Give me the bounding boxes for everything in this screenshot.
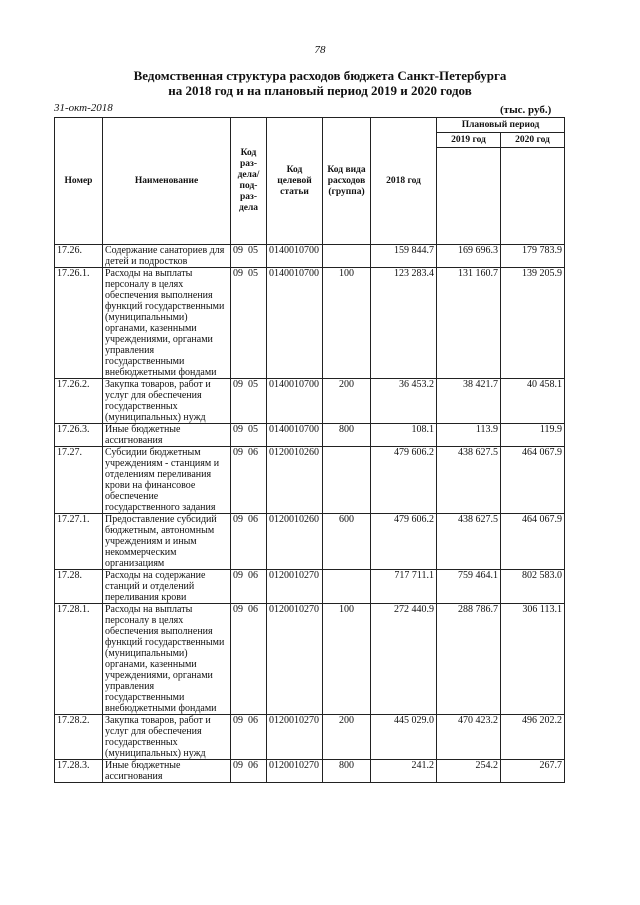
row-2019: 254.2 [437,760,501,783]
table-row [55,447,565,514]
row-2020: 40 458.1 [501,379,565,424]
section: 09 [233,447,243,458]
row-section-code [231,424,267,447]
units-label: (тыс. руб.) [500,104,552,116]
subsection: 06 [248,570,258,581]
header-expense-type-code: Код вида расходов (группа) [323,118,371,245]
row-number: 17.27.1. [55,514,103,570]
row-2020: 119.9 [501,424,565,447]
row-number: 17.28. [55,570,103,604]
header-2019-spacer [437,148,501,245]
subsection: 05 [248,268,258,279]
subsection: 05 [248,424,258,435]
section: 09 [233,424,243,435]
document-title [0,68,640,98]
subsection: 05 [248,379,258,390]
row-2019: 438 627.5 [437,514,501,570]
section: 09 [233,379,243,390]
row-target-code: 0120010270 [267,570,323,604]
table-row [55,424,565,447]
row-expense-type: 600 [323,514,371,570]
row-2020: 267.7 [501,760,565,783]
title-line-2: на 2018 год и на плановый период 2019 и 2020 годов [168,83,472,98]
row-2018: 717 711.1 [371,570,437,604]
row-number: 17.27. [55,447,103,514]
subsection: 05 [248,245,258,256]
subsection: 06 [248,604,258,615]
section: 09 [233,514,243,525]
row-2018: 159 844.7 [371,245,437,268]
row-target-code: 0140010700 [267,268,323,379]
budget-table [54,117,565,783]
header-section-code: Код раз-дела/ под-раз-дела [231,118,267,245]
row-target-code: 0140010700 [267,379,323,424]
row-expense-type [323,245,371,268]
row-2018: 123 283.4 [371,268,437,379]
row-2019: 470 423.2 [437,715,501,760]
row-section-code [231,245,267,268]
row-name: Содержание санаториев для детей и подростков [103,245,231,268]
row-target-code: 0140010700 [267,424,323,447]
row-2018: 36 453.2 [371,379,437,424]
table-row [55,760,565,783]
row-2020: 139 205.9 [501,268,565,379]
row-name: Иные бюджетные ассигнования [103,424,231,447]
row-name: Иные бюджетные ассигнования [103,760,231,783]
row-2020: 464 067.9 [501,447,565,514]
row-expense-type [323,570,371,604]
row-target-code: 0120010270 [267,604,323,715]
header-2020: 2020 год [501,133,565,148]
row-expense-type: 100 [323,604,371,715]
section: 09 [233,268,243,279]
subsection: 06 [248,514,258,525]
row-target-code: 0120010260 [267,514,323,570]
row-2019: 38 421.7 [437,379,501,424]
header-target-code: Код целевой статьи [267,118,323,245]
row-expense-type: 200 [323,379,371,424]
row-target-code: 0120010260 [267,447,323,514]
row-section-code [231,604,267,715]
header-2019: 2019 год [437,133,501,148]
row-2020: 496 202.2 [501,715,565,760]
row-name: Расходы на содержание станций и отделений переливания крови [103,570,231,604]
row-name: Закупка товаров, работ и услуг для обеспечения государственных (муниципальных) нужд [103,379,231,424]
row-number: 17.28.3. [55,760,103,783]
row-target-code: 0120010270 [267,760,323,783]
header-2020-spacer [501,148,565,245]
row-number: 17.26.1. [55,268,103,379]
table-row [55,570,565,604]
row-number: 17.28.2. [55,715,103,760]
row-section-code [231,760,267,783]
row-section-code [231,570,267,604]
row-2020: 464 067.9 [501,514,565,570]
row-2019: 438 627.5 [437,447,501,514]
row-target-code: 0140010700 [267,245,323,268]
row-expense-type: 200 [323,715,371,760]
row-name: Предоставление субсидий бюджетным, автономным учреждениям и иным некоммерческим организациям [103,514,231,570]
row-name: Расходы на выплаты персоналу в целях обеспечения выполнения функций государственными (муниципальными) органами, казенными учреждениями, органами управления государственными внебюджетными фондами [103,268,231,379]
row-2019: 113.9 [437,424,501,447]
row-2018: 445 029.0 [371,715,437,760]
subsection: 06 [248,715,258,726]
row-2018: 108.1 [371,424,437,447]
row-2018: 479 606.2 [371,447,437,514]
table-row [55,715,565,760]
header-name: Наименование [103,118,231,245]
table-row [55,379,565,424]
row-number: 17.28.1. [55,604,103,715]
row-section-code [231,514,267,570]
row-2020: 306 113.1 [501,604,565,715]
section: 09 [233,604,243,615]
row-name: Закупка товаров, работ и услуг для обеспечения государственных (муниципальных) нужд [103,715,231,760]
page-number: 78 [314,44,326,56]
row-2019: 131 160.7 [437,268,501,379]
row-name: Субсидии бюджетным учреждениям - станциям и отделениям переливания крови на финансовое обеспечение государственного задания [103,447,231,514]
row-name: Расходы на выплаты персоналу в целях обеспечения выполнения функций государственными (муниципальными) органами, казенными учреждениями, органами управления государственными внебюджетными фондами [103,604,231,715]
row-2019: 288 786.7 [437,604,501,715]
table-row [55,604,565,715]
row-number: 17.26. [55,245,103,268]
row-expense-type: 800 [323,760,371,783]
header-planned-period: Плановый период [437,118,565,133]
row-2018: 479 606.2 [371,514,437,570]
title-line-1: Ведомственная структура расходов бюджета Санкт-Петербурга [133,68,507,83]
row-section-code [231,715,267,760]
section: 09 [233,715,243,726]
header-number: Номер [55,118,103,245]
row-expense-type [323,447,371,514]
row-section-code [231,379,267,424]
row-expense-type: 800 [323,424,371,447]
row-2019: 169 696.3 [437,245,501,268]
row-2018: 272 440.9 [371,604,437,715]
section: 09 [233,570,243,581]
row-section-code [231,447,267,514]
row-2020: 179 783.9 [501,245,565,268]
row-expense-type: 100 [323,268,371,379]
row-2019: 759 464.1 [437,570,501,604]
subsection: 06 [248,447,258,458]
subsection: 06 [248,760,258,771]
header-2018: 2018 год [371,118,437,245]
row-section-code [231,268,267,379]
row-number: 17.26.3. [55,424,103,447]
row-target-code: 0120010270 [267,715,323,760]
row-2018: 241.2 [371,760,437,783]
table-row [55,268,565,379]
table-row [55,245,565,268]
document-date: 31-окт-2018 [54,102,113,114]
section: 09 [233,760,243,771]
table-row [55,514,565,570]
row-2020: 802 583.0 [501,570,565,604]
row-number: 17.26.2. [55,379,103,424]
section: 09 [233,245,243,256]
